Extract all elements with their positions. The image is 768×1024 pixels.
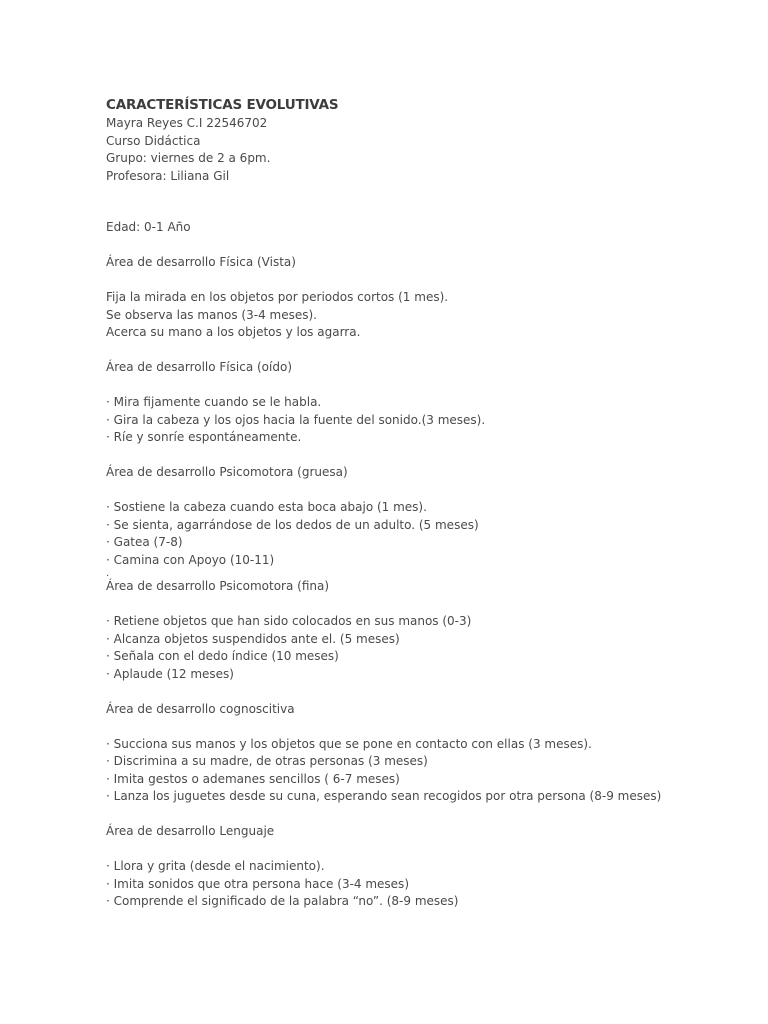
list-item: · Mira fijamente cuando se le habla.	[106, 394, 746, 412]
document-body	[106, 96, 746, 911]
course-line: Curso Didáctica	[106, 133, 201, 148]
list-item: · Gira la cabeza y los ojos hacia la fuente del sonido.(3 meses).	[106, 412, 746, 430]
section-heading-lenguaje: Área de desarrollo Lenguaje	[106, 824, 275, 838]
list-item: · Lanza los juguetes desde su cuna, esperando sean recogidos por otra persona (8-9 meses)	[106, 788, 746, 806]
section-heading-oido: Área de desarrollo Física (oído)	[106, 360, 292, 374]
section-heading-gruesa: Área de desarrollo Psicomotora (gruesa)	[106, 465, 348, 479]
spacer	[106, 185, 746, 219]
list-item: · Sostiene la cabeza cuando esta boca abajo (1 mes).	[106, 499, 746, 517]
list-item: · Comprende el significado de la palabra “no”. (8-9 meses)	[106, 893, 746, 911]
list-item: · Alcanza objetos suspendidos ante el. (5 meses)	[106, 631, 746, 649]
list-item: · Ríe y sonríe espontáneamente.	[106, 429, 746, 447]
list-item: · Retiene objetos que han sido colocados en sus manos (0-3)	[106, 613, 746, 631]
section-heading-fina: Área de desarrollo Psicomotora (fina)	[106, 579, 330, 593]
group-line: Grupo: viernes de 2 a 6pm.	[106, 151, 271, 165]
list-item: · Gatea (7-8)	[106, 534, 746, 552]
trailing-dot: .	[106, 568, 110, 579]
section-heading-vista: Área de desarrollo Física (Vista)	[106, 255, 296, 269]
list-item: Acerca su mano a los objetos y los agarra.	[106, 325, 361, 339]
list-item: · Camina con Apoyo (10-11)	[106, 552, 746, 570]
author-line: Mayra Reyes C.I 22546702	[106, 116, 268, 130]
list-item: · Imita sonidos que otra persona hace (3-4 meses)	[106, 876, 746, 894]
list-item: · Señala con el dedo índice (10 meses)	[106, 648, 746, 666]
section-heading-cognoscitiva: Área de desarrollo cognoscitiva	[106, 701, 295, 716]
list-item: · Se sienta, agarrándose de los dedos de un adulto. (5 meses)	[106, 517, 746, 535]
list-item: · Llora y grita (desde el nacimiento).	[106, 858, 746, 876]
list-item: · Imita gestos o ademanes sencillos ( 6-7 meses)	[106, 771, 746, 789]
document-title: CARACTERÍSTICAS EVOLUTIVAS	[106, 97, 339, 113]
teacher-line: Profesora: Liliana Gil	[106, 168, 230, 183]
list-item: · Aplaude (12 meses)	[106, 666, 746, 684]
list-item: · Succiona sus manos y los objetos que se pone en contacto con ellas (3 meses).	[106, 736, 746, 754]
list-item: Se observa las manos (3-4 meses).	[106, 307, 317, 322]
age-line: Edad: 0-1 Año	[106, 220, 191, 234]
list-item: · Discrimina a su madre, de otras personas (3 meses)	[106, 753, 746, 771]
list-item: Fija la mirada en los objetos por periodos cortos (1 mes).	[106, 290, 449, 304]
